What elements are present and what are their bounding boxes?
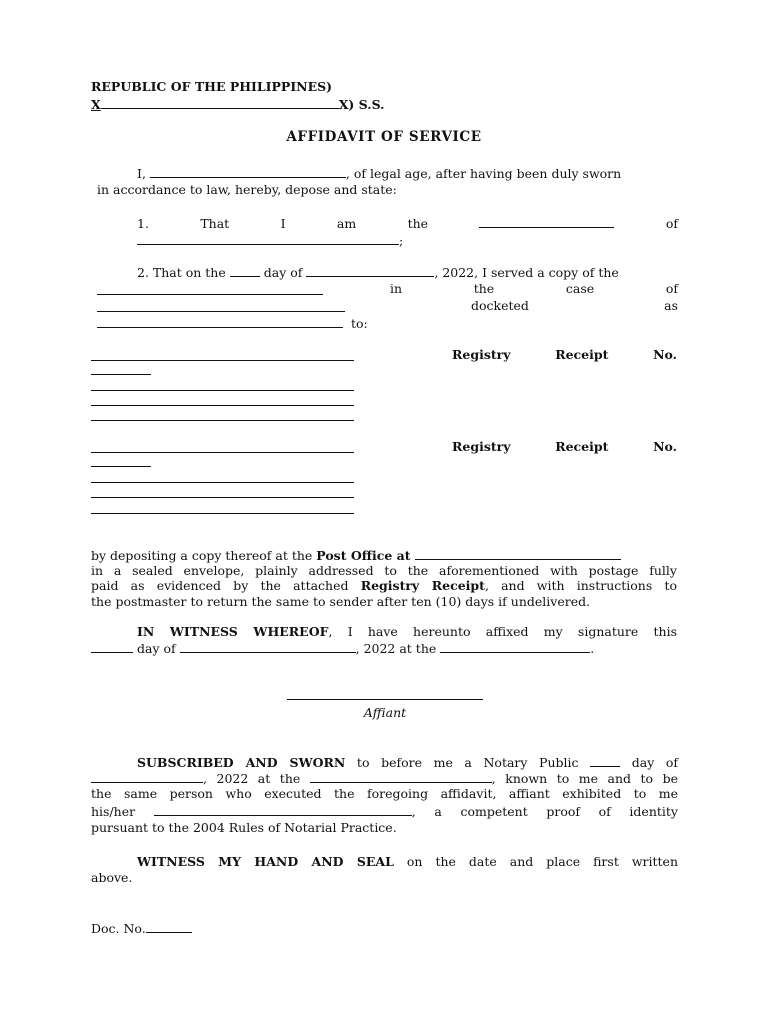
recipient-1-name-blank[interactable] <box>91 360 354 361</box>
intro-line-2: in accordance to law, hereby, depose and state: <box>97 182 397 197</box>
docket-number-blank[interactable] <box>97 315 343 328</box>
case-title-blank[interactable] <box>97 311 345 312</box>
venue-x-left: X <box>91 97 101 112</box>
affiant-label: Affiant <box>363 705 407 720</box>
registry-word: No. <box>653 347 677 362</box>
registry-word: Receipt <box>555 439 609 454</box>
witness-line-2 <box>91 640 594 656</box>
venue-x-right: X) S.S. <box>338 97 385 112</box>
position-blank[interactable] <box>479 215 614 228</box>
subscribed-text: , 2022 at the <box>203 771 301 786</box>
intro-line-1 <box>137 165 621 181</box>
seal-line-2: above. <box>91 870 133 885</box>
document-title-blank[interactable] <box>97 294 323 295</box>
item-2-text: 2. That on the <box>137 265 226 280</box>
item-2-word: of <box>665 281 678 296</box>
recipient-1-address-blank[interactable] <box>91 390 354 391</box>
item-2-text: , 2022, I served a copy of the <box>434 265 619 280</box>
item-1-word: That <box>200 216 230 231</box>
item-2-text: day of <box>263 265 303 280</box>
doc-number-label: Doc. No. <box>91 921 146 936</box>
witness-text: . <box>590 641 595 656</box>
organization-blank[interactable] <box>137 232 399 245</box>
seal-line-1 <box>137 854 678 869</box>
venue-line <box>91 96 385 112</box>
witness-text: , 2022 at the <box>355 641 437 656</box>
notary-day-blank[interactable] <box>590 754 620 767</box>
receipt-2-number-blank[interactable] <box>91 466 151 467</box>
subscribed-text: his/her <box>91 804 136 819</box>
affiant-signature-line[interactable] <box>287 699 483 700</box>
deposit-line-4: the postmaster to return the same to sender after ten (10) days if undelivered. <box>91 594 591 609</box>
item-2-word: in <box>390 281 403 296</box>
item-1-number: 1. <box>137 216 149 231</box>
subscribed-line-2 <box>91 770 678 786</box>
registry-word: Receipt <box>555 347 609 362</box>
document-title: AFFIDAVIT OF SERVICE <box>286 129 482 145</box>
recipient-2-address-blank[interactable] <box>91 513 354 514</box>
deposit-text: , and with instructions to <box>484 578 678 593</box>
doc-number-line <box>91 920 192 936</box>
subscribed-text: , a competent proof of identity <box>411 804 678 819</box>
deposit-line-3 <box>91 578 677 593</box>
registry-receipt-label: Registry Receipt <box>360 578 485 593</box>
witness-line-1 <box>137 624 677 639</box>
item-2-to: to: <box>350 316 368 331</box>
witness-text: day of <box>136 641 176 656</box>
item-2-line-2 <box>390 281 678 296</box>
receipt-1-number-blank[interactable] <box>91 374 151 375</box>
intro-prefix: I, <box>137 166 146 181</box>
subscribed-line-1 <box>137 754 678 770</box>
item-1-word: am <box>336 216 357 231</box>
subscribed-sworn-label: SUBSCRIBED AND SWORN <box>137 755 346 770</box>
subscribed-text: to before me a Notary Public <box>345 755 579 770</box>
item-1-of: of <box>665 216 678 231</box>
doc-number-blank[interactable] <box>146 920 192 933</box>
witness-day-blank[interactable] <box>91 640 133 653</box>
registry-word: Registry <box>452 347 511 362</box>
item-2-line-4 <box>97 315 368 331</box>
notary-month-blank[interactable] <box>91 770 203 783</box>
subscribed-text: , known to me and to be <box>491 771 678 786</box>
proof-of-identity-blank[interactable] <box>154 803 412 816</box>
post-office-blank[interactable] <box>415 547 621 560</box>
subscribed-line-4 <box>91 803 678 819</box>
recipient-1-address-blank[interactable] <box>91 405 354 406</box>
subscribed-line-5: pursuant to the 2004 Rules of Notarial Practice. <box>91 820 397 835</box>
item-2-line-3 <box>471 298 678 313</box>
subscribed-text: day of <box>631 755 678 770</box>
recipient-1-address-blank[interactable] <box>91 420 354 421</box>
item-1-word: the <box>407 216 429 231</box>
registry-receipt-label-2 <box>452 439 677 454</box>
witness-text: , I have hereunto affixed my signature this <box>328 624 678 639</box>
venue-blank[interactable] <box>101 96 339 109</box>
seal-text: on the date and place first written <box>393 854 678 869</box>
deposit-text: by depositing a copy thereof at the <box>91 548 317 563</box>
item-2-word: as <box>664 298 678 313</box>
item-2-line-1 <box>137 264 619 280</box>
item-1-end: ; <box>399 233 404 248</box>
item-1-word: I <box>280 216 286 231</box>
deposit-line-2: in a sealed envelope, plainly addressed to the aforementioned with postage fully <box>91 563 677 578</box>
post-office-label: Post Office at <box>316 548 411 563</box>
notary-place-blank[interactable] <box>310 770 492 783</box>
item-1-line-1 <box>137 215 678 231</box>
recipient-2-address-blank[interactable] <box>91 482 354 483</box>
item-2-word: case <box>565 281 595 296</box>
registry-word: No. <box>653 439 677 454</box>
witness-month-blank[interactable] <box>180 640 356 653</box>
item-1-line-2 <box>137 232 403 248</box>
witness-place-blank[interactable] <box>440 640 590 653</box>
service-month-blank[interactable] <box>306 264 434 277</box>
deposit-text: paid as evidenced by the attached <box>91 578 361 593</box>
registry-word: Registry <box>452 439 511 454</box>
affiant-name-blank[interactable] <box>150 165 346 178</box>
recipient-2-address-blank[interactable] <box>91 497 354 498</box>
hand-and-seal-label: WITNESS MY HAND AND SEAL <box>137 854 394 869</box>
witness-whereof-label: IN WITNESS WHEREOF <box>137 624 329 639</box>
service-day-blank[interactable] <box>230 264 260 277</box>
registry-receipt-label-1 <box>452 347 677 362</box>
item-2-word: docketed <box>471 298 529 313</box>
recipient-2-name-blank[interactable] <box>91 452 354 453</box>
republic-heading: REPUBLIC OF THE PHILIPPINES) <box>91 79 333 94</box>
item-2-word: the <box>473 281 495 296</box>
deposit-line-1 <box>91 547 621 563</box>
intro-suffix: , of legal age, after having been duly sworn <box>345 166 622 181</box>
subscribed-line-3: the same person who executed the foregoing affidavit, affiant exhibited to me <box>91 786 678 801</box>
